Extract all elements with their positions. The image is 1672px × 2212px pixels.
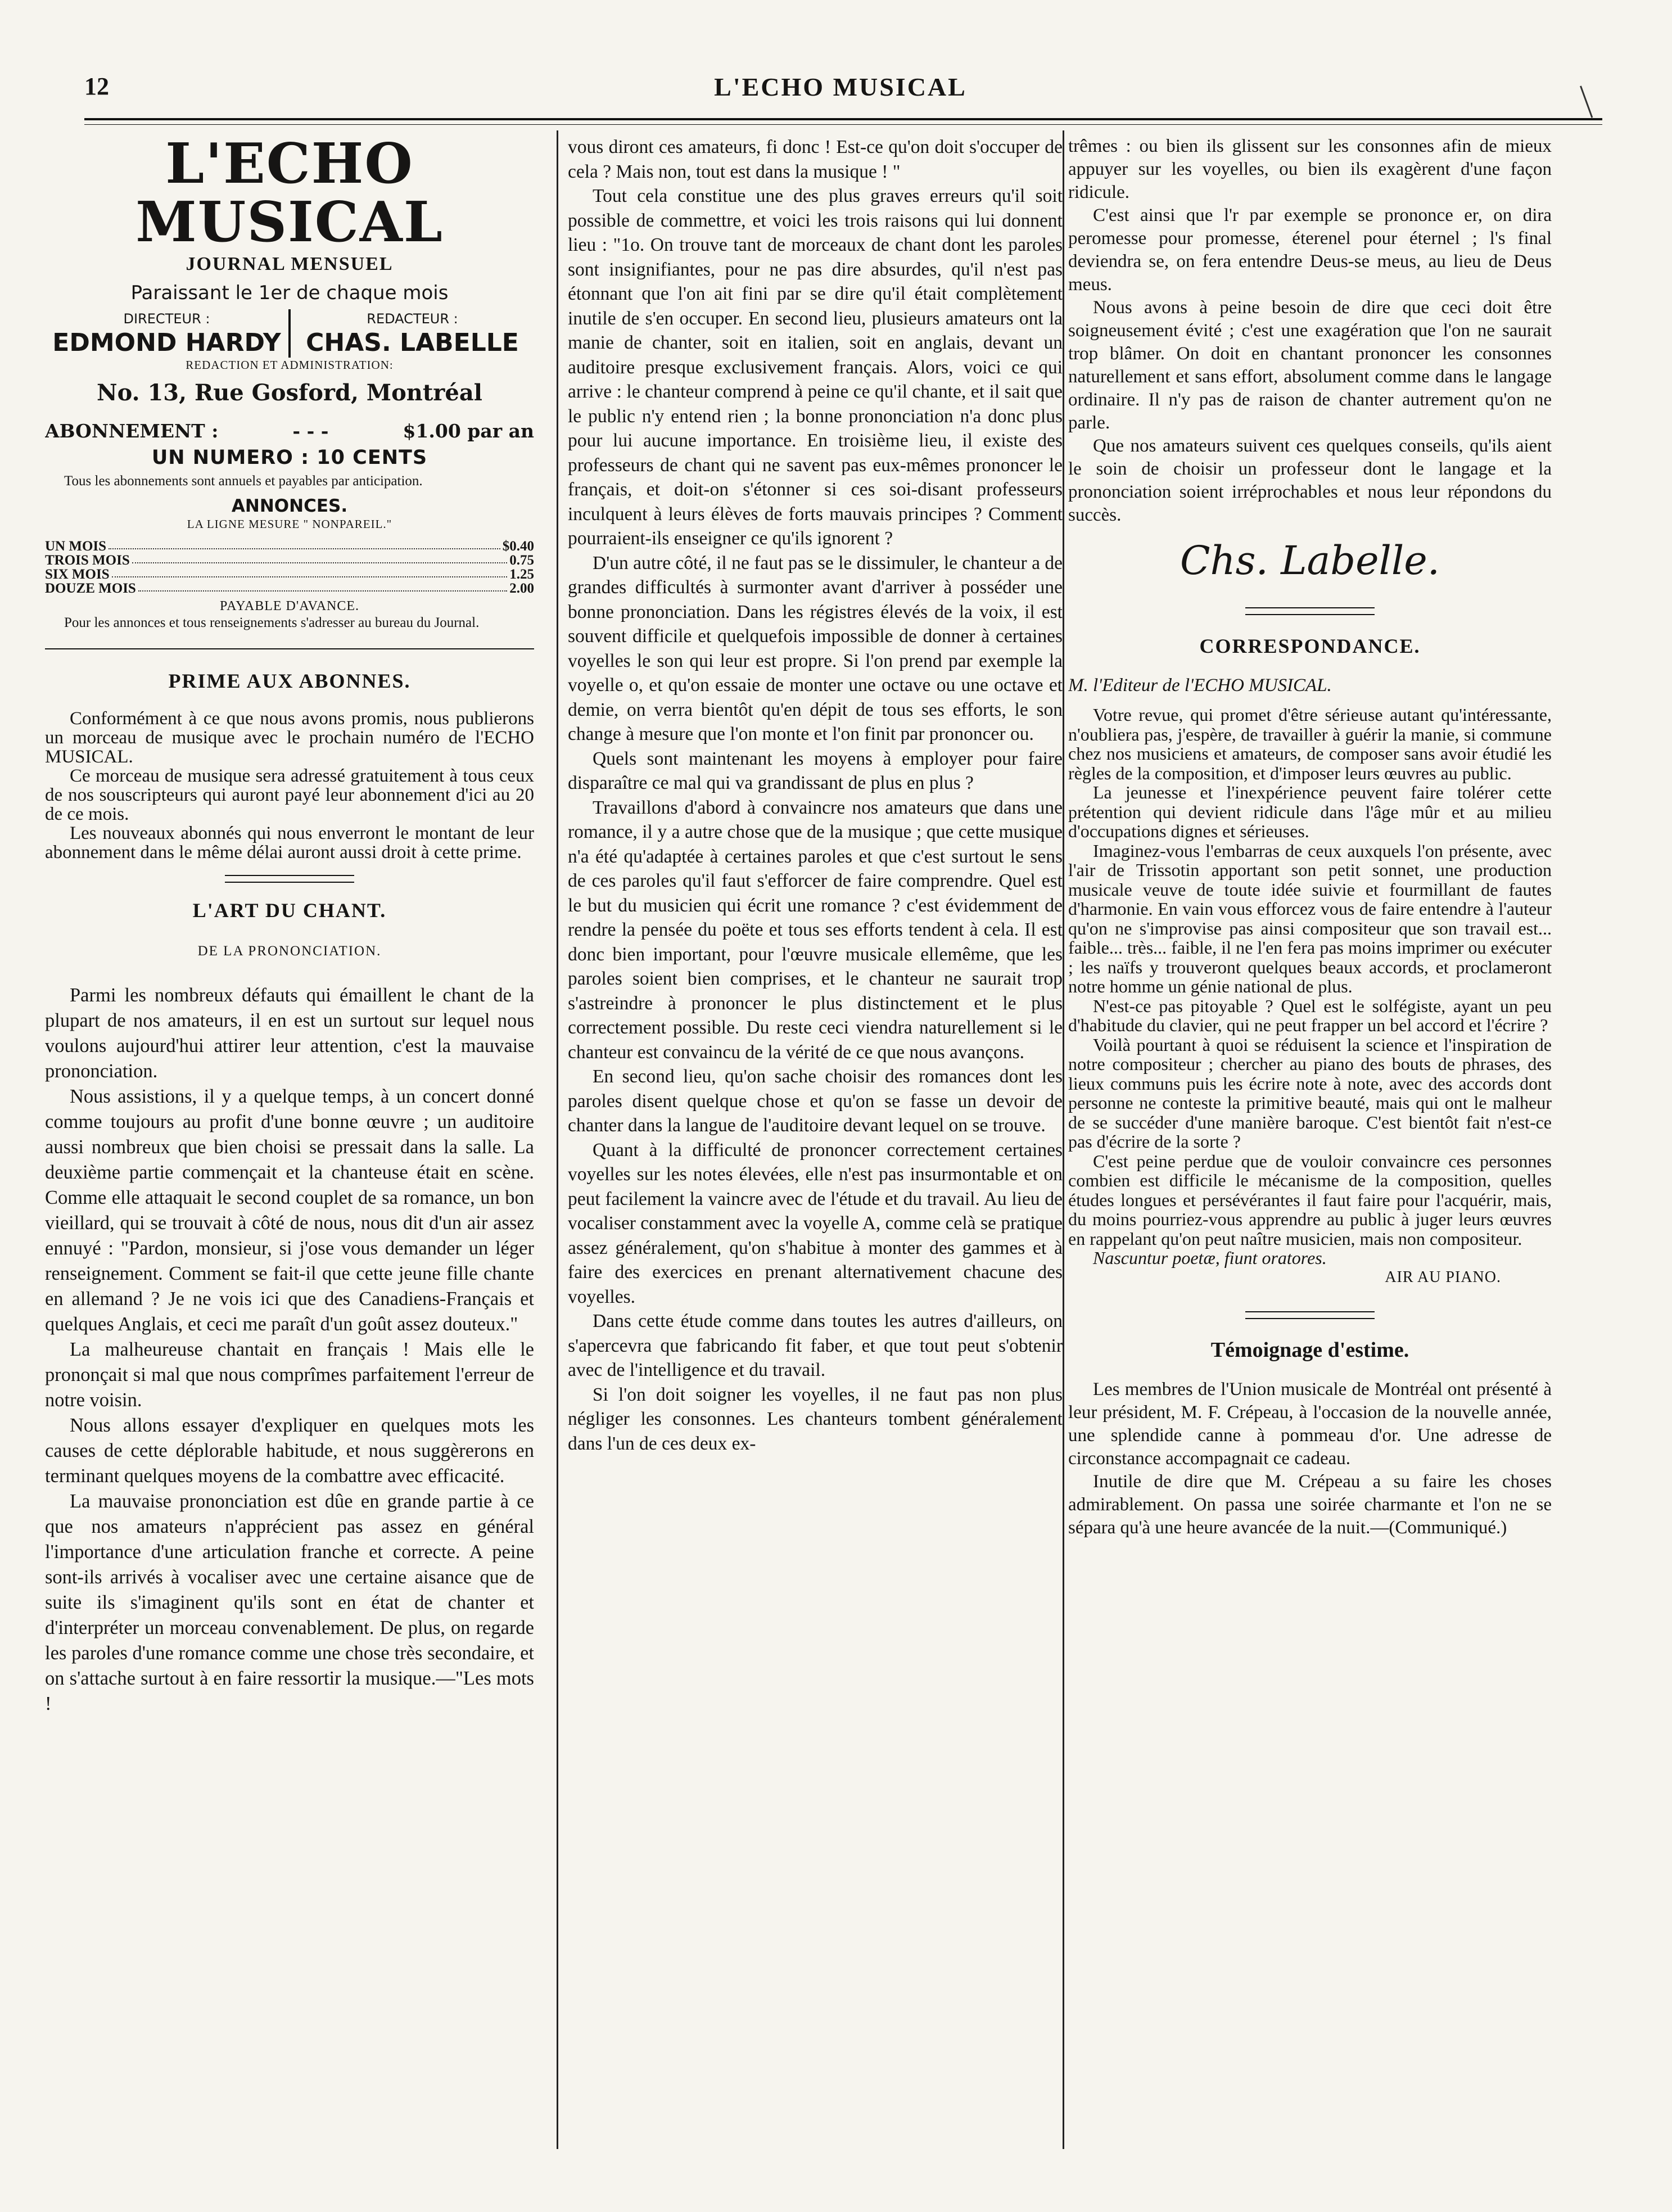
column-1 xyxy=(45,135,534,2148)
paragraph: Parmi les nombreux défauts qui émaillent le chant de la plupart de nos amateurs, il en est un surtout sur lequel nous voulons aujourd'hui attirer leur attention, c'est la mauvaise prononciation. xyxy=(45,985,534,1082)
masthead-title: L'ECHO MUSICAL xyxy=(135,135,444,255)
masthead-rule xyxy=(45,648,534,649)
masthead-subtitle: JOURNAL MENSUEL xyxy=(186,254,394,274)
article-subtitle: DE LA PRONONCIATION. xyxy=(197,944,382,959)
rate-row xyxy=(45,553,534,567)
rate-label: UN MOIS xyxy=(45,539,107,554)
prime-title: PRIME AUX ABONNES. xyxy=(168,670,411,692)
director-label: DIRECTEUR : xyxy=(123,311,210,327)
paragraph: Ce morceau de musique sera adressé gratuitement à tous ceux de nos souscripteurs qui auront payé leur abonnement d'ici au 20 de ce mois. xyxy=(45,766,534,824)
ads-title: ANNONCES. xyxy=(231,496,348,516)
paragraph: Nous assistions, il y a quelque temps, à un concert donné comme toujours au profit d'une bonne œuvre ; un auditoire aussi nombreux que bien choisi se pressait dans la salle. La deuxième partie commençait et la chanteuse était en scène. Comme elle attaquait le second couplet de sa romance, un bon vieillard, qui se trouvait à côté de nous, nous dit d'un air assez ennuyé : "Pardon, monsieur, si j'ose vous demander un léger renseignement. Comment se fait-il que cette jeune fille chante en allemand ? Je ne vois ici que des Canadiens-Français et quelques Anglais, et ceci me paraît d'un goût assez douteux." xyxy=(45,1086,534,1335)
paragraph: Tout cela constitue une des plus graves erreurs qu'il soit possible de commettre, et voici les trois raisons qui lui donnent lieu : "1o. On trouve tant de morceaux de chant dont les paroles sont insignifiantes, pour ne pas dire absurdes, qu'il n'est pas étonnant que l'on ait fini par se dire qu'il était complètement inutile de s'en occuper. En second lieu, plusieurs amateurs ont la manie de chanter, soit en italien, soit en anglais, devant un auditoire presque exclusivement français. Alors, voici ce qui arrive : le chanteur comprend à peine ce qu'il chante, et il sait que le public n'y entend rien ; la bonne prononciation n'a donc plus pour lui aucune importance. En troisième lieu, il existe des professeurs de chant qui ne savent pas eux-mêmes prononcer le français, et doit-on s'étonner si ces soi-disant professeurs inculquent à leurs élèves de forts mauvais principes ? Comment pourraient-ils enseigner ce qu'ils ignorent ? xyxy=(568,186,1063,549)
correspondance-title: CORRESPONDANCE. xyxy=(1199,635,1421,657)
page-number: 12 xyxy=(84,73,109,100)
rate-leader xyxy=(138,581,507,592)
paragraph: C'est peine perdue que de vouloir convaincre ces personnes combien est difficile le mécanisme de la composition, quelles études longues et persévérantes il faut faire pour l'acquérir, mais, du moins pourriez-vous apprendre au public à juger leurs œuvres en rappelant qu'on peut naître musicien, mais non compositeur. xyxy=(1068,1150,1552,1249)
paragraph: La jeunesse et l'inexpérience peuvent faire tolérer cette prétention qui devient ridicule dans l'âge mûr et au milieu d'occupations dignes et sérieuses. xyxy=(1068,782,1552,841)
rate-label: SIX MOIS xyxy=(45,567,110,582)
ornament-divider xyxy=(1068,600,1552,620)
paragraph: Voilà pourtant à quoi se réduisent la science et l'inspiration de notre compositeur ; chercher au piano des bouts de phrases, des lieux communs puis les écrire note à note, avec des accords dont personne ne conteste la primitive beauté, mais qui ont le malheur de se succéder d'une manière baroque. C'est bientôt fait n'est-ce pas d'écrire de la sorte ? xyxy=(1068,1034,1552,1152)
paragraph: Imaginez-vous l'embarras de ceux auxquels l'on présente, avec l'air de Trissotin apportant son petit sonnet, une production musicale veuve de toute idée suivie et fourmillant de fautes d'harmonie. En vain vous efforcez vous de faire entendre à l'auteur qu'on ne s'improvise pas ainsi compositeur que son travail est... faible... très... faible, il ne l'en fera pas moins imprimer ou exécuter ; les naïfs y trouveront quelques beaux accords, et proclameront notre homme un génie national de plus. xyxy=(1068,840,1552,996)
paragraph: C'est ainsi que l'r par exemple se prononce er, on dira peromesse pour promesse, éterenel pour éternel ; l's final deviendra se, on fera entendre Deus-se meus, au lieu de Deus meus. xyxy=(1068,205,1552,295)
paragraph: D'un autre côté, il ne faut pas se le dissimuler, le chanteur a de grandes difficultés à surmonter avant d'arriver à posséder une bonne prononciation. Dans les régistres élevés de la voix, il est souvent difficile et quelquefois impossible de donner à certaines voyelles le son qui leur est propre. Si l'on prend par exemple la voyelle o, et qu'on essaie de monter une octave ou une octave et demie, on verra bientôt qu'en dépit de tous ses efforts, le son change à mesure que l'on monte et l'on finit par prononcer ou. xyxy=(568,552,1063,744)
paragraph: Nous allons essayer d'expliquer en quelques mots les causes de cette déplorable habitude, et nous suggèrerons en terminant quelques moyens de la combattre avec efficacité. xyxy=(45,1415,534,1487)
rate-row xyxy=(45,539,534,553)
column-rule-1 xyxy=(557,130,558,2149)
rate-label: TROIS MOIS xyxy=(45,553,130,568)
paragraph: Votre revue, qui promet d'être sérieuse autant qu'intéressante, n'oubliera pas, j'espère, de travailler à guérir la manie, si commune chez nos musiciens et amateurs, de composer sans avoir étudié les règles de la composition, et d'imposer leurs œuvres au public. xyxy=(1068,705,1552,783)
ads-note: Pour les annonces et tous renseignements s'adresser au bureau du Journal. xyxy=(64,615,480,630)
ornament-divider xyxy=(45,868,534,888)
rate-row xyxy=(45,581,534,595)
ads-subtitle: LA LIGNE MESURE " NONPAREIL." xyxy=(187,517,392,531)
paragraph: Travaillons d'abord à convaincre nos amateurs que dans une romance, il y a autre chose que de la musique ; que cette musique n'a été qu'adaptée à certaines paroles et que c'est surtout le sens de ces paroles qu'il faut s'efforcer de faire comprendre. Quel est le but du musicien qui écrit une romance ? c'est évidemment de rendre la pensée du poëte et tous ses efforts tendent à cela. Il est donc bien important, pour l'œuvre musicale ellemême, que les paroles soient bien comprises, et le chanteur ne saurait trop s'astreindre à prononcer le plus distinctement et le plus correctement possible. Du reste ceci viendra naturellement si le chanteur est convaincu de la vérité de ce que nous avançons. xyxy=(568,797,1063,1063)
correspondance-body xyxy=(1068,705,1552,1287)
article-title: L'ART DU CHANT. xyxy=(192,899,387,922)
rate-price: 0.75 xyxy=(509,553,534,568)
running-header xyxy=(84,72,1597,111)
rate-leader xyxy=(132,553,508,563)
admin-label: REDACTION ET ADMINISTRATION: xyxy=(186,358,394,372)
rate-price: 2.00 xyxy=(509,581,534,596)
subscription-price: $1.00 par an xyxy=(403,420,534,442)
editor-label: REDACTEUR : xyxy=(367,311,458,327)
temoignage-title: Témoignage d'estime. xyxy=(1210,1338,1409,1362)
masthead-frequency: Paraissant le 1er de chaque mois xyxy=(130,282,449,304)
paragraph: Nous avons à peine besoin de dire que ceci doit être soigneusement évité ; c'est une exagération que l'on ne saurait trop blâmer. On doit en chantant prononcer les consonnes naturellement et sans effort, absolument comme dans le langage ordinaire. Il n'y pas de raison de chanter autrement qu'on ne parle. xyxy=(1068,297,1552,433)
paragraph: Si l'on doit soigner les voyelles, il ne faut pas non plus négliger les consonnes. Les chanteurs tombent généralement dans l'un de ces deux ex- xyxy=(568,1384,1063,1454)
paragraph: Conformément à ce que nous avons promis, nous publierons un morceau de musique avec le prochain numéro de l'ECHO MUSICAL. xyxy=(45,708,534,767)
rate-leader xyxy=(112,567,508,577)
paragraph: N'est-ce pas pitoyable ? Quel est le solfégiste, ayant un peu d'habitude du clavier, qui ne peut frapper un bel accord et l'écrire ? xyxy=(1068,995,1552,1035)
staff-box xyxy=(45,309,534,358)
paragraph: Que nos amateurs suivent ces quelques conseils, qu'ils aient le soin de choisir un professeur dont le langage et la prononciation soient irréprochables et nous leur répondons du succès. xyxy=(1068,436,1552,525)
subscription-line xyxy=(45,418,534,444)
paragraph: Dans cette étude comme dans toutes les autres d'ailleurs, on s'apercevra que fabricando fit faber, et que tout peut s'obtenir avec de l'intelligence et du travail. xyxy=(568,1311,1063,1380)
rate-price: $0.40 xyxy=(502,539,534,554)
running-title: L'ECHO MUSICAL xyxy=(714,73,967,101)
author-signature: Chs. Labelle. xyxy=(1180,538,1440,584)
rate-price: 1.25 xyxy=(509,567,534,582)
paragraph: vous diront ces amateurs, fi donc ! Est-ce qu'on doit s'occuper de cela ? Mais non, tout est dans la musique ! " xyxy=(568,137,1063,182)
prime-body xyxy=(45,709,534,862)
rates-table xyxy=(45,539,534,595)
paragraph: En second lieu, qu'on sache choisir des romances dont les paroles disent quelque chose et qu'on se fasse un devoir de chanter dans la langue de l'auditoire devant lequel on se trouve. xyxy=(568,1066,1063,1136)
letter-signature: AIR AU PIANO. xyxy=(1385,1268,1501,1286)
director-name: EDMOND HARDY xyxy=(52,328,281,357)
rate-leader xyxy=(109,539,500,549)
ornament-divider xyxy=(1068,1304,1552,1324)
paragraph: Quels sont maintenant les moyens à employer pour faire disparaître ce mal qui va grandissant de plus en plus ? xyxy=(568,748,1063,793)
paragraph: Les nouveaux abonnés qui nous enverront le montant de leur abonnement dans le même délai auront aussi droit à cette prime. xyxy=(45,823,534,863)
paragraph: La mauvaise prononciation est dûe en grande partie à ce que nos amateurs n'apprécient pas assez en général l'importance d'une articulation franche et correcte. A peine sont-ils arrivés à vocaliser avec une certaine aisance que de suite ils s'imaginent qu'ils sont en état de chanter et d'interpréter un morceau convenablement. De plus, on regarde les paroles d'une romance comme une chose très secondaire, et on s'attache surtout à en faire ressortir la musique.—"Les mots ! xyxy=(45,1491,534,1714)
rate-row xyxy=(45,567,534,581)
column-3 xyxy=(1068,135,1552,2148)
subscription-label: ABONNEMENT : xyxy=(45,420,219,442)
single-issue-price: UN NUMERO : 10 CENTS xyxy=(151,446,428,469)
subscription-note: Tous les abonnements sont annuels et payables par anticipation. xyxy=(64,473,423,489)
paragraph: La malheureuse chantait en français ! Mais elle le prononçait si mal que nous comprîmes parfaitement l'erreur de notre voisin. xyxy=(45,1339,534,1411)
subscription-dashes: - - - xyxy=(292,420,329,442)
editor-block xyxy=(288,309,534,358)
latin-quote: Nascuntur poetæ, fiunt oratores. xyxy=(1093,1248,1327,1268)
paragraph: Les membres de l'Union musicale de Montréal ont présenté à leur président, M. F. Crépeau, à l'occasion de la nouvelle année, une splendide canne à pommeau d'or. Une adresse de circonstance accompagnait ce cadeau. xyxy=(1068,1379,1552,1469)
paragraph: Inutile de dire que M. Crépeau a su faire les choses admirablement. On passa une soirée charmante et l'on ne se sépara qu'à une heure avancée de la nuit.—(Communiqué.) xyxy=(1068,1471,1552,1538)
salutation: M. l'Editeur de l'ECHO MUSICAL. xyxy=(1068,675,1332,696)
director-block xyxy=(45,309,288,358)
address: No. 13, Rue Gosford, Montréal xyxy=(97,380,482,406)
column-2 xyxy=(568,135,1063,2148)
editor-name: CHAS. LABELLE xyxy=(306,328,519,357)
payable-notice: PAYABLE D'AVANCE. xyxy=(219,599,360,613)
rate-label: DOUZE MOIS xyxy=(45,581,136,596)
paragraph: Quant à la difficulté de prononcer correctement certaines voyelles sur les notes élevées, elle n'est pas insurmontable et on peut facilement la vaincre avec de l'étude et du travail. Au lieu de vocaliser constamment avec la voyelle A, comme celà se pratique assez généralement, qu'on s'habitue à monter des gammes et à faire des exercices en prenant alternativement chacune des voyelles. xyxy=(568,1139,1063,1307)
column-rule-2 xyxy=(1063,130,1064,2149)
header-rule xyxy=(84,118,1602,125)
paragraph: trêmes : ou bien ils glissent sur les consonnes afin de mieux appuyer sur les voyelles, ou bien ils exagèrent d'une façon ridicule. xyxy=(1068,136,1552,202)
